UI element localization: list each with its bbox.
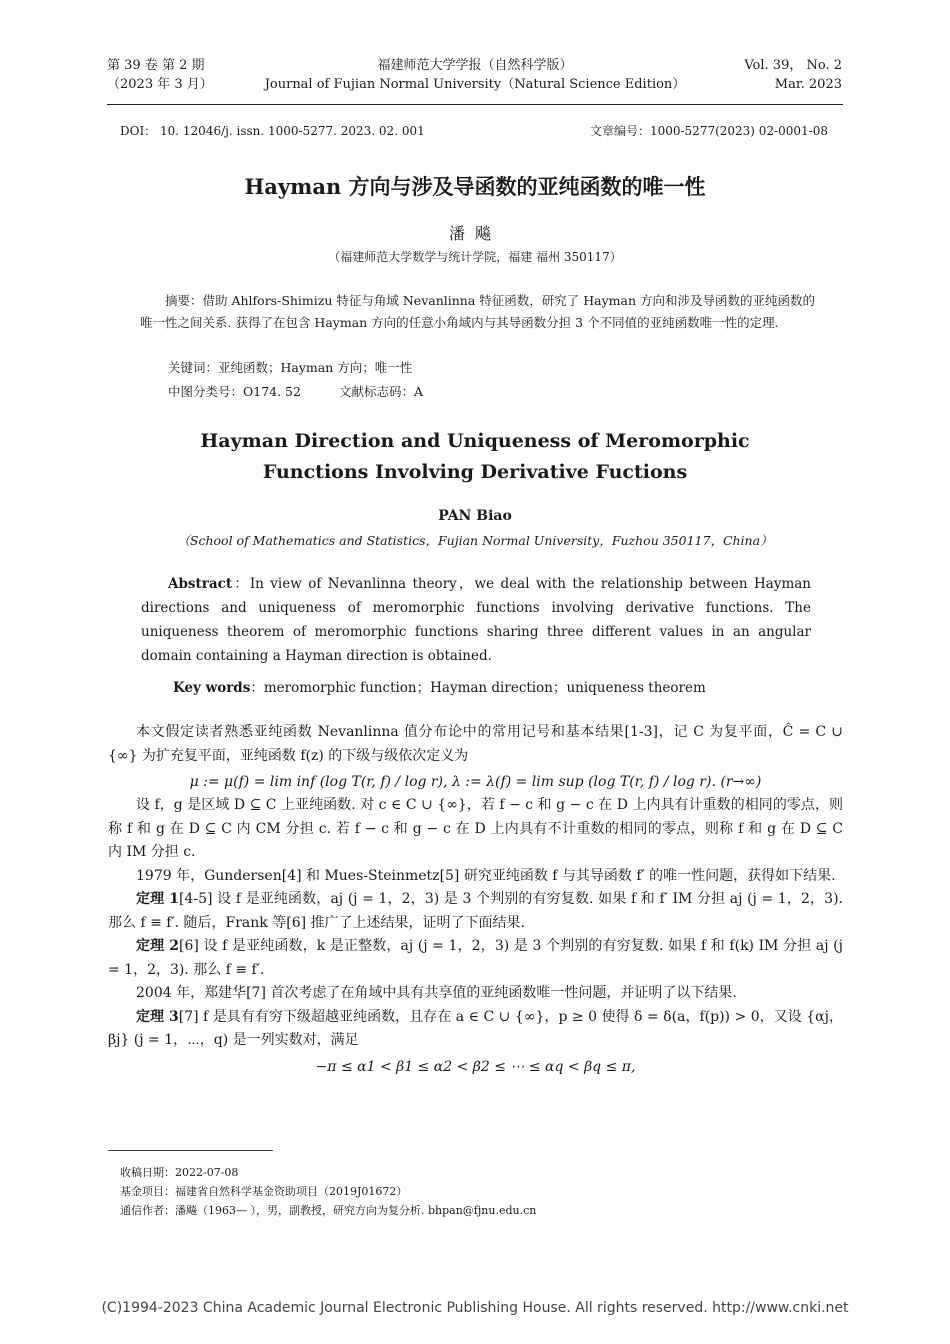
header-date-cn: （2023 年 3 月） <box>107 77 213 92</box>
paragraph-zheng: 2004 年，郑建华[7] 首次考虑了在角域中具有共享值的亚纯函数唯一性问题，并证明了以下结果. <box>136 985 737 1001</box>
header-volume-issue: 第 39 卷 第 2 期 <box>107 58 205 73</box>
theorem-1 <box>108 888 843 935</box>
classification-cn <box>168 382 457 400</box>
abstract-en <box>141 572 811 668</box>
footnote-received: 收稿日期：2022-07-08 <box>120 1166 239 1179</box>
header-date-en: Mar. 2023 <box>774 77 842 92</box>
formula-angles: −π ≤ α1 < β1 ≤ α2 < β2 ≤ ⋯ ≤ αq < βq ≤ π, <box>315 1058 636 1075</box>
title-en-line1: Hayman Direction and Uniqueness of Meromorphic <box>200 430 750 452</box>
article-number: 文章编号：1000-5277(2023) 02-0001-08 <box>589 124 828 138</box>
header-journal-en: Journal of Fujian Normal University（Natural Science Edition） <box>264 77 686 92</box>
theorem-3-label: 定理 3 <box>136 1008 179 1025</box>
paragraph-intro: 本文假定读者熟悉亚纯函数 Nevanlinna 值分布论中的常用记号和基本结果[1-3]，记 C 为复平面，Ĉ = C ∪ {∞} 为扩充复平面，亚纯函数 f(z) 的下级与级依次定义为 <box>108 724 843 764</box>
footnote-fund: 基金项目：福建省自然科学基金资助项目（2019J01672） <box>120 1185 408 1198</box>
paragraph-definition: 设 f，g 是区域 D ⊆ C 上亚纯函数. 对 c ∈ C ∪ {∞}，若 f − c 和 g − c 在 D 上内具有计重数的相同的零点，则称 f 和 g 在 D ⊆ C 内 CM 分担 c. 若 f − c 和 g − c 在 D 上内具有不计重数的相同的零点，则称 f 和 g 在 D ⊆ C 内 IM 分担 c. <box>108 797 843 860</box>
theorem-1-text: [4-5] 设 f 是亚纯函数，aj (j = 1，2，3) 是 3 个判别的有穷复数. 如果 f 和 f′ IM 分担 aj (j = 1，2，3). 那么 f ≡ f′. 随后，Frank 等[6] 推广了上述结果，证明了下面结果. <box>108 891 843 931</box>
abstract-cn-text: 摘要：借助 Ahlfors-Shimizu 特征与角域 Nevanlinna 特征函数，研究了 Hayman 方向和涉及导函数的亚纯函数的唯一性之间关系. 获得了在包含 Hayman 方向的任意小角域内与其导函数分担 3 个不同值的亚纯函数唯一性的定理. <box>140 293 816 330</box>
header-vol-en <box>744 56 842 94</box>
keywords-en <box>173 676 706 696</box>
theorem-2-text: [6] 设 f 是亚纯函数，k 是正整数，aj (j = 1，2，3) 是 3 个判别的有穷复数. 如果 f 和 f(k) IM 分担 aj (j = 1，2，3). 那么 f ≡ f′. <box>108 938 843 978</box>
abstract-cn <box>140 290 825 334</box>
doi: DOI： 10. 12046/j. issn. 1000-5277. 2023. 02. 001 <box>120 124 425 138</box>
clc-number: 中图分类号：O174. 52 <box>168 384 301 399</box>
author-en: PAN Biao <box>438 508 512 524</box>
affiliation-cn: （福建师范大学数学与统计学院，福建 福州 350117） <box>328 250 622 264</box>
document-code: 文献标志码：A <box>338 384 423 399</box>
formula-order: μ := μ(f) = lim inf (log T(r, f) / log r), λ := λ(f) = lim sup (log T(r, f) / log r). (r→∞) <box>189 774 762 790</box>
keywords-en-label: Key words <box>173 680 251 696</box>
paragraph-history: 1979 年，Gundersen[4] 和 Mues-Steinmetz[5] 研究亚纯函数 f 与其导函数 f′ 的唯一性问题，获得如下结果. <box>136 867 836 884</box>
theorem-2 <box>108 935 843 982</box>
footnote-author: 通信作者：潘飚（1963— ），男，副教授，研究方向为复分析. bhpan@fjnu.edu.cn <box>120 1204 537 1217</box>
keywords-en-text: ：meromorphic function；Hayman direction；uniqueness theorem <box>250 680 706 696</box>
header-journal <box>250 56 700 94</box>
title-cn: Hayman 方向与涉及导函数的亚纯函数的唯一性 <box>244 174 706 199</box>
theorem-3-text: [7] f 是具有有穷下级超越亚纯函数，且存在 a ∈ C ∪ {∞}，p ≥ 0 使得 δ = δ(a，f(p)) > 0，又设 {αj，βj} (j = 1，⋯，q) 是一列实数对，满足 <box>108 1008 843 1048</box>
footnote-rule <box>108 1150 273 1151</box>
footnotes <box>120 1163 536 1220</box>
title-en-line2: Functions Involving Derivative Fuctions <box>262 461 688 483</box>
author-cn: 潘飚 <box>448 224 501 243</box>
affiliation-en: （School of Mathematics and Statistics，Fujian Normal University，Fuzhou 350117，China） <box>177 533 773 548</box>
theorem-2-label: 定理 2 <box>136 938 180 954</box>
abstract-en-label: Abstract <box>168 576 233 592</box>
title-en <box>0 426 950 488</box>
body-text <box>108 721 843 1079</box>
header-volume <box>107 56 213 94</box>
header-vol-no: Vol. 39， No. 2 <box>744 58 842 73</box>
keywords-cn: 关键词：亚纯函数；Hayman 方向；唯一性 <box>168 360 413 375</box>
header-journal-cn: 福建师范大学学报（自然科学版） <box>377 58 573 73</box>
copyright-notice: (C)1994-2023 China Academic Journal Electronic Publishing House. All rights reserved. http://www.cnki.net <box>101 1300 849 1316</box>
theorem-1-label: 定理 1 <box>136 891 180 907</box>
header-rule <box>107 104 843 105</box>
abstract-en-text: ：In view of Nevanlinna theory，we deal with the relationship between Hayman directions and uniqueness of meromorphic functions involving derivative functions. The uniqueness theorem of meromorphic functions sharing three different values in an angular domain containing a Hayman direction is obtained. <box>141 576 811 664</box>
theorem-3 <box>108 1006 843 1053</box>
